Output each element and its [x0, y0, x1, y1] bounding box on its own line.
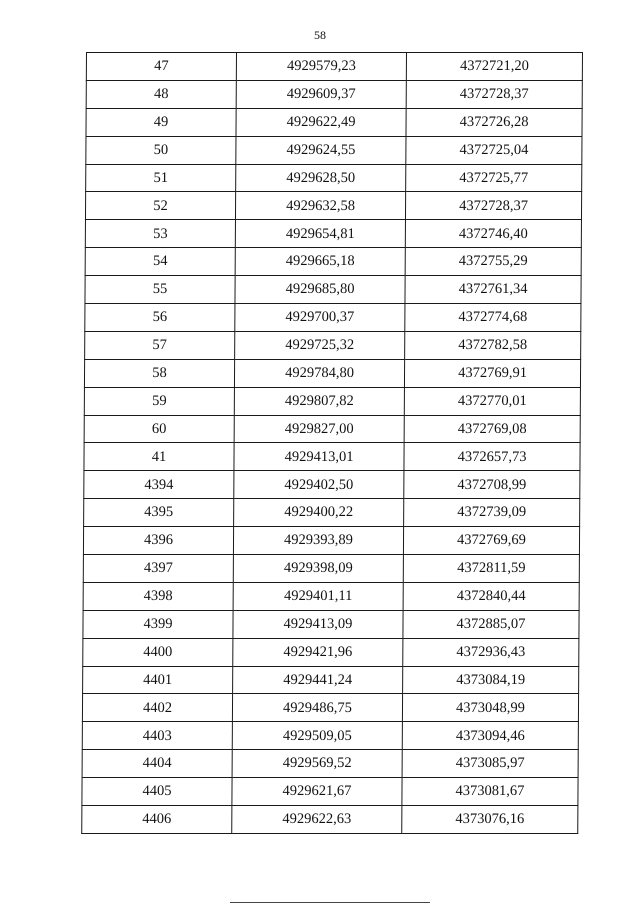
x-coordinate-cell: 4929624,55	[236, 136, 406, 164]
table-row	[84, 499, 580, 527]
table-row	[84, 443, 580, 471]
table-row	[86, 80, 582, 108]
y-coordinate-cell: 4372728,37	[406, 80, 582, 108]
y-coordinate-cell: 4372811,59	[403, 555, 579, 583]
y-coordinate-cell: 4372708,99	[404, 471, 580, 499]
table-row	[86, 164, 582, 192]
x-coordinate-cell: 4929622,63	[232, 806, 402, 834]
table-row	[85, 220, 581, 248]
y-coordinate-cell: 4372769,69	[403, 527, 579, 555]
point-number-cell: 41	[84, 443, 234, 471]
x-coordinate-cell: 4929807,82	[234, 387, 404, 415]
point-number-cell: 4406	[82, 806, 232, 834]
coordinates-table-body	[82, 53, 583, 834]
table-row	[83, 582, 579, 610]
point-number-cell: 4405	[82, 778, 232, 806]
table-row	[83, 555, 579, 583]
x-coordinate-cell: 4929622,49	[236, 108, 406, 136]
point-number-cell: 54	[85, 248, 235, 276]
table-row	[86, 53, 582, 81]
table-row	[85, 276, 581, 304]
x-coordinate-cell: 4929628,50	[236, 164, 406, 192]
y-coordinate-cell: 4373084,19	[403, 666, 579, 694]
point-number-cell: 48	[86, 80, 236, 108]
y-coordinate-cell: 4372726,28	[406, 108, 582, 136]
y-coordinate-cell: 4372840,44	[403, 582, 579, 610]
x-coordinate-cell: 4929609,37	[236, 80, 406, 108]
y-coordinate-cell: 4372782,58	[405, 331, 581, 359]
point-number-cell: 4396	[83, 527, 233, 555]
point-number-cell: 55	[85, 276, 235, 304]
point-number-cell: 51	[86, 164, 236, 192]
point-number-cell: 58	[84, 359, 234, 387]
point-number-cell: 4395	[84, 499, 234, 527]
point-number-cell: 56	[85, 304, 235, 332]
y-coordinate-cell: 4372725,04	[406, 136, 582, 164]
table-row	[84, 415, 580, 443]
x-coordinate-cell: 4929441,24	[233, 666, 403, 694]
x-coordinate-cell: 4929827,00	[234, 415, 404, 443]
y-coordinate-cell: 4372936,43	[403, 638, 579, 666]
y-coordinate-cell: 4372657,73	[404, 443, 580, 471]
point-number-cell: 57	[85, 331, 235, 359]
table-row	[85, 192, 581, 220]
table-row	[84, 471, 580, 499]
y-coordinate-cell: 4372728,37	[405, 192, 581, 220]
table-row	[82, 778, 578, 806]
table-row	[82, 694, 578, 722]
x-coordinate-cell: 4929486,75	[232, 694, 402, 722]
y-coordinate-cell: 4372721,20	[406, 53, 582, 81]
y-coordinate-cell: 4373076,16	[402, 806, 578, 834]
point-number-cell: 4399	[83, 610, 233, 638]
point-number-cell: 4401	[83, 666, 233, 694]
x-coordinate-cell: 4929700,37	[235, 304, 405, 332]
point-number-cell: 4400	[83, 638, 233, 666]
x-coordinate-cell: 4929725,32	[235, 331, 405, 359]
y-coordinate-cell: 4372761,34	[405, 276, 581, 304]
x-coordinate-cell: 4929413,01	[234, 443, 404, 471]
point-number-cell: 59	[84, 387, 234, 415]
point-number-cell: 53	[85, 220, 235, 248]
x-coordinate-cell: 4929579,23	[236, 53, 406, 81]
y-coordinate-cell: 4373085,97	[402, 750, 578, 778]
table-row	[85, 331, 581, 359]
point-number-cell: 60	[84, 415, 234, 443]
x-coordinate-cell: 4929665,18	[235, 248, 405, 276]
x-coordinate-cell: 4929685,80	[235, 276, 405, 304]
point-number-cell: 50	[86, 136, 236, 164]
x-coordinate-cell: 4929632,58	[235, 192, 405, 220]
x-coordinate-cell: 4929398,09	[233, 555, 403, 583]
table-row	[84, 359, 580, 387]
y-coordinate-cell: 4373048,99	[402, 694, 578, 722]
table-row	[84, 387, 580, 415]
x-coordinate-cell: 4929569,52	[232, 750, 402, 778]
page-number: 58	[314, 28, 326, 42]
point-number-cell: 4397	[83, 555, 233, 583]
x-coordinate-cell: 4929400,22	[234, 499, 404, 527]
x-coordinate-cell: 4929402,50	[234, 471, 404, 499]
x-coordinate-cell: 4929621,67	[232, 778, 402, 806]
y-coordinate-cell: 4372769,08	[404, 415, 580, 443]
table-row	[86, 108, 582, 136]
x-coordinate-cell: 4929509,05	[232, 722, 402, 750]
y-coordinate-cell: 4372774,68	[405, 304, 581, 332]
y-coordinate-cell: 4372885,07	[403, 610, 579, 638]
point-number-cell: 4404	[82, 750, 232, 778]
y-coordinate-cell: 4373081,67	[402, 778, 578, 806]
table-row	[83, 527, 579, 555]
y-coordinate-cell: 4372746,40	[405, 220, 581, 248]
table-row	[85, 304, 581, 332]
table-row	[82, 722, 578, 750]
point-number-cell: 4402	[82, 694, 232, 722]
y-coordinate-cell: 4372739,09	[404, 499, 580, 527]
x-coordinate-cell: 4929393,89	[233, 527, 403, 555]
table-row	[82, 806, 578, 834]
bottom-divider	[230, 902, 430, 903]
table-row	[83, 638, 579, 666]
x-coordinate-cell: 4929413,09	[233, 610, 403, 638]
y-coordinate-cell: 4372770,01	[404, 387, 580, 415]
point-number-cell: 4394	[84, 471, 234, 499]
x-coordinate-cell: 4929421,96	[233, 638, 403, 666]
x-coordinate-cell: 4929784,80	[234, 359, 404, 387]
point-number-cell: 4398	[83, 582, 233, 610]
y-coordinate-cell: 4372769,91	[404, 359, 580, 387]
point-number-cell: 49	[86, 108, 236, 136]
x-coordinate-cell: 4929654,81	[235, 220, 405, 248]
y-coordinate-cell: 4372755,29	[405, 248, 581, 276]
table-row	[85, 248, 581, 276]
x-coordinate-cell: 4929401,11	[233, 582, 403, 610]
point-number-cell: 4403	[82, 722, 232, 750]
coordinates-table	[81, 52, 583, 834]
table-row	[83, 610, 579, 638]
table-row	[82, 750, 578, 778]
point-number-cell: 47	[86, 53, 236, 81]
table-row	[83, 666, 579, 694]
point-number-cell: 52	[85, 192, 235, 220]
table-row	[86, 136, 582, 164]
y-coordinate-cell: 4373094,46	[402, 722, 578, 750]
y-coordinate-cell: 4372725,77	[406, 164, 582, 192]
